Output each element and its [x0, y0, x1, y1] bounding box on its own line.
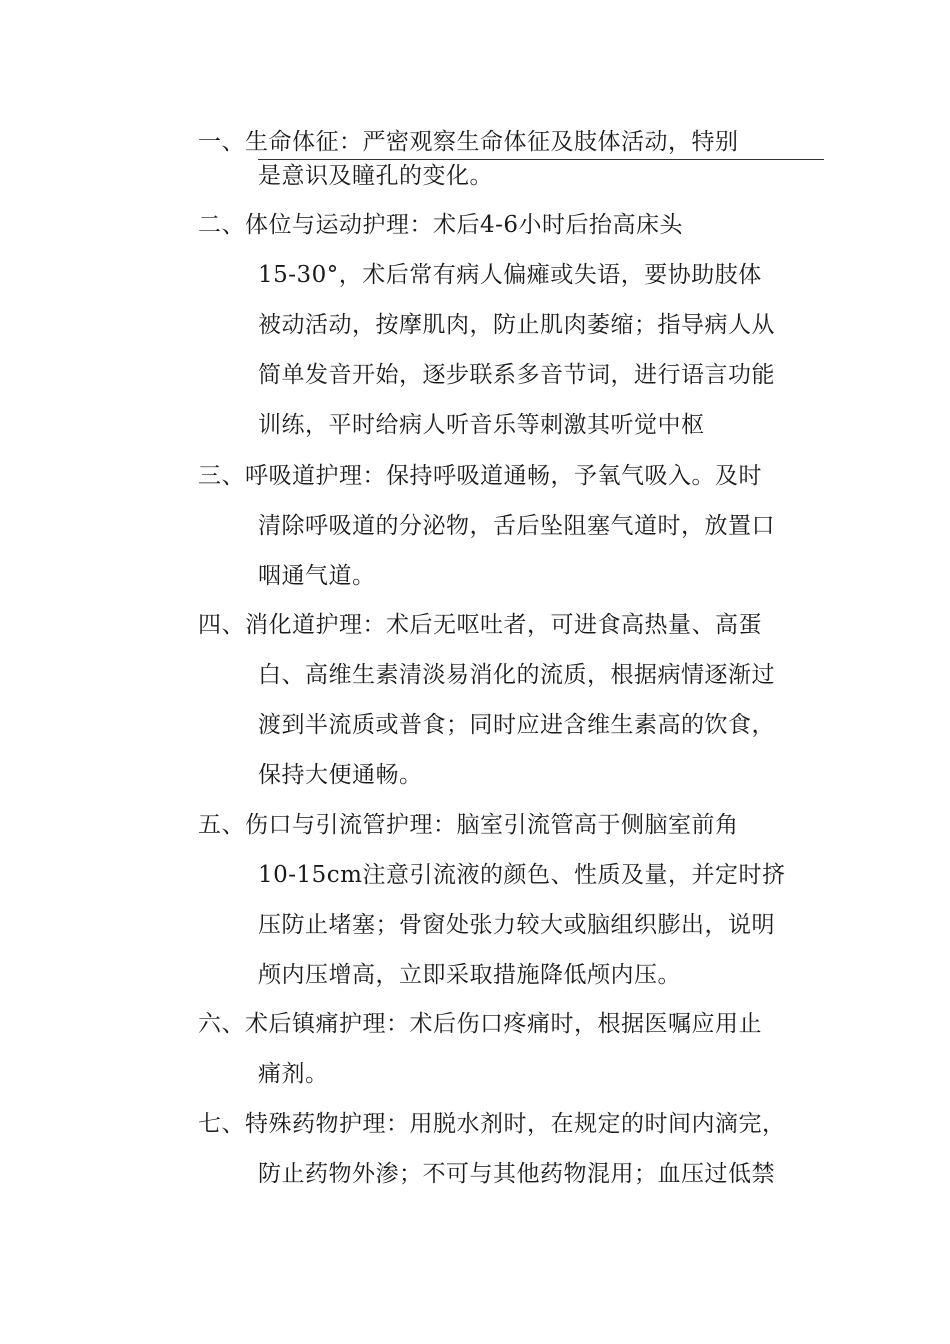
item-6-line-2: [198, 1062, 830, 1086]
list-item-7: [198, 1112, 830, 1186]
item-6-marker: 六、: [198, 1011, 245, 1037]
item-2-text-1: 体位与运动护理：术后4-6小时后抬高床头: [245, 212, 684, 238]
item-5-text-2: 10-15cm注意引流液的颜色、性质及量，并定时挤: [258, 862, 786, 888]
item-7-line-1: [198, 1112, 830, 1136]
item-3-line-2: [198, 514, 830, 538]
item-2-text-4: 简单发音开始，逐步联系多音节词，进行语言功能: [258, 362, 775, 388]
item-3-text-3: 咽通气道。: [258, 563, 376, 589]
item-7-text-2: 防止药物外渗；不可与其他药物混用；血压过低禁: [258, 1161, 775, 1187]
item-1-text-2: 是意识及瞳孔的变化。: [258, 163, 493, 189]
item-1-marker: 一、: [198, 129, 245, 155]
item-5-text-3: 压防止堵塞；骨窗处张力较大或脑组织膨出，说明: [258, 912, 775, 938]
text-underline: [258, 159, 824, 160]
item-7-text-1: 特殊药物护理：用脱水剂时，在规定的时间内滴完，: [245, 1111, 786, 1137]
item-2-line-4: [198, 363, 830, 387]
item-5-text-1: 伤口与引流管护理：脑室引流管高于侧脑室前角: [245, 812, 739, 838]
item-4-line-4: [198, 763, 830, 787]
item-5-line-2: [198, 863, 830, 887]
item-5-marker: 五、: [198, 812, 245, 838]
list-item-6: [198, 1012, 830, 1086]
item-3-line-3: [198, 564, 830, 588]
item-5-line-4: [198, 963, 830, 987]
item-5-text-4: 颅内压增高，立即采取措施降低颅内压。: [258, 962, 681, 988]
item-1-text-1: 生命体征：严密观察生命体征及肢体活动，特别: [245, 129, 739, 155]
item-4-text-4: 保持大便通畅。: [258, 762, 423, 788]
item-4-text-2: 白、高维生素清淡易消化的流质，根据病情逐渐过: [258, 662, 775, 688]
item-2-line-3: [198, 313, 830, 337]
item-4-text-3: 渡到半流质或普食；同时应进含维生素高的饮食，: [258, 712, 775, 738]
item-2-marker: 二、: [198, 212, 245, 238]
item-6-line-1: [198, 1012, 830, 1036]
item-5-line-1: [198, 813, 830, 837]
item-2-text-3: 被动活动，按摩肌肉，防止肌肉萎缩；指导病人从: [258, 312, 775, 338]
item-6-text-2: 痛剂。: [258, 1061, 329, 1087]
list-item-4: [198, 613, 830, 787]
item-3-text-1: 呼吸道护理：保持呼吸道通畅，予氧气吸入。及时: [245, 463, 762, 489]
item-7-marker: 七、: [198, 1111, 245, 1137]
item-2-text-2: 15-30°，术后常有病人偏瘫或失语，要协助肢体: [258, 262, 762, 288]
item-5-line-3: [198, 913, 830, 937]
item-2-line-1: [198, 213, 830, 237]
item-1-line-2: [198, 164, 830, 188]
item-2-line-5: [198, 413, 830, 437]
item-4-line-3: [198, 713, 830, 737]
list-item-3: [198, 464, 830, 588]
item-1-line-1: [198, 130, 830, 154]
item-3-marker: 三、: [198, 463, 245, 489]
item-3-line-1: [198, 464, 830, 488]
item-2-line-2: [198, 263, 830, 287]
item-6-text-1: 术后镇痛护理：术后伤口疼痛时，根据医嘱应用止: [245, 1011, 762, 1037]
item-7-line-2: [198, 1162, 830, 1186]
list-item-2: [198, 213, 830, 437]
item-4-line-2: [198, 663, 830, 687]
item-3-text-2: 清除呼吸道的分泌物，舌后坠阻塞气道时，放置口: [258, 513, 775, 539]
item-4-marker: 四、: [198, 612, 245, 638]
item-4-line-1: [198, 613, 830, 637]
item-4-text-1: 消化道护理：术后无呕吐者，可进食高热量、高蛋: [245, 612, 762, 638]
list-item-5: [198, 813, 830, 987]
item-2-text-5: 训练，平时给病人听音乐等刺激其听觉中枢: [258, 412, 705, 438]
